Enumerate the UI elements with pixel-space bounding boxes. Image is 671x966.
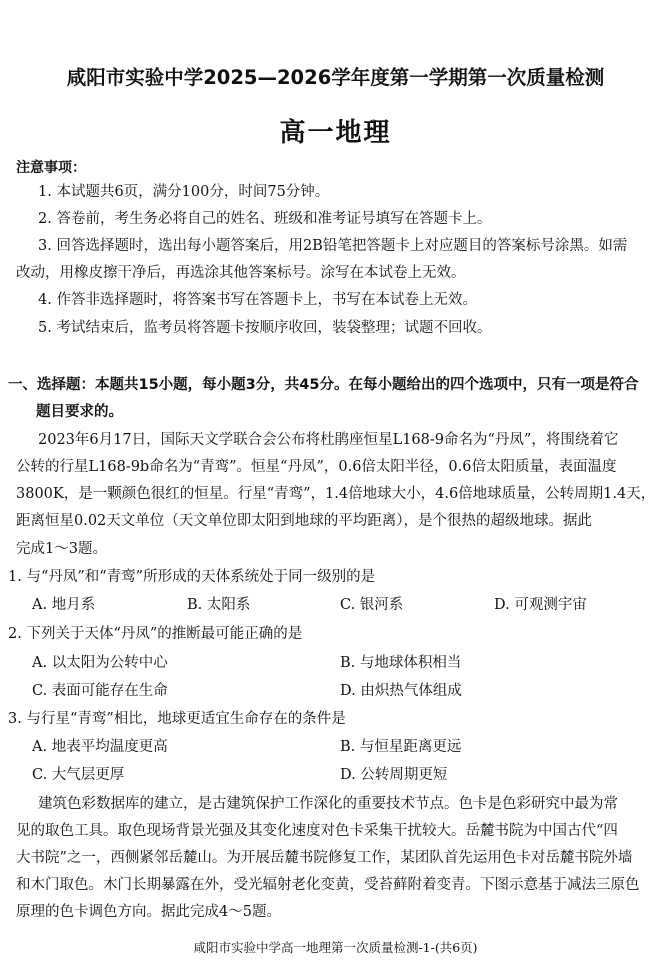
- passage-line: 距离恒星0.02天文单位（天文单位即太阳到地球的平均距离），是个很热的超级地球。据此: [16, 513, 593, 529]
- note-line: 2. 答卷前，考生务必将自己的姓名、班级和准考证号填写在答题卡上。: [38, 211, 492, 227]
- section-heading-cont: 题目要求的。: [36, 404, 123, 420]
- answer-option: D. 公转周期更短: [340, 767, 448, 783]
- note-line: 1. 本试题共6页，满分100分，时间75分钟。: [38, 184, 330, 200]
- exam-title: 咸阳市实验中学2025—2026学年度第一学期第一次质量检测: [66, 66, 605, 89]
- question-stem: 3. 与行星“青鸾”相比，地球更适宜生命存在的条件是: [8, 711, 346, 727]
- answer-option: C. 银河系: [340, 597, 404, 613]
- answer-option: C. 大气层更厚: [32, 767, 125, 783]
- answer-option: D. 由炽热气体组成: [340, 683, 462, 699]
- note-line: 4. 作答非选择题时，将答案书写在答题卡上，书写在本试卷上无效。: [38, 292, 477, 308]
- question-stem: 2. 下列关于天体“丹凤”的推断最可能正确的是: [8, 626, 303, 642]
- answer-option: A. 地月系: [32, 597, 96, 613]
- passage-line: 大书院”之一，西侧紧邻岳麓山。为开展岳麓书院修复工作，某团队首先运用色卡对岳麓书院外墙: [16, 850, 633, 866]
- answer-option: C. 表面可能存在生命: [32, 683, 168, 699]
- answer-option: B. 与恒星距离更远: [340, 739, 462, 755]
- notes-heading: 注意事项：: [16, 160, 86, 176]
- answer-option: D. 可观测宇宙: [494, 597, 587, 613]
- note-line: 改动，用橡皮擦干净后，再选涂其他答案标号。涂写在本试卷上无效。: [16, 265, 466, 281]
- answer-option: A. 地表平均温度更高: [32, 739, 168, 755]
- passage-line: 公转的行星L168-9b命名为“青鸾”。恒星“丹凤”，0.6倍太阳半径，0.6倍太阳质量，表面温度: [16, 459, 617, 475]
- passage-line: 建筑色彩数据库的建立，是古建筑保护工作深化的重要技术节点。色卡是色彩研究中最为常: [38, 796, 618, 812]
- passage-line: 原理的色卡调色方向。据此完成4～5题。: [16, 904, 281, 920]
- note-line: 3. 回答选择题时，选出每小题答案后，用2B铅笔把答题卡上对应题目的答案标号涂黑。如需: [38, 238, 628, 254]
- question-stem: 1. 与“丹凤”和“青鸾”所形成的天体系统处于同一级别的是: [8, 569, 376, 585]
- passage-line: 完成1～3题。: [16, 541, 107, 557]
- answer-option: A. 以太阳为公转中心: [32, 655, 168, 671]
- section-heading: 一、选择题：本题共15小题，每小题3分，共45分。在每小题给出的四个选项中，只有一项是符合: [8, 377, 639, 393]
- subject-title: 高一地理: [279, 118, 392, 148]
- note-line: 5. 考试结束后，监考员将答题卡按顺序收回，装袋整理；试题不回收。: [38, 320, 492, 336]
- answer-option: B. 与地球体积相当: [340, 655, 462, 671]
- passage-line: 见的取色工具。取色现场背景光强及其变化速度对色卡采集干扰较大。岳麓书院为中国古代“四: [16, 823, 618, 839]
- answer-option: B. 太阳系: [187, 597, 251, 613]
- passage-line: 和木门取色。木门长期暴露在外，受光辐射老化变黄，受苔藓附着变青。下图示意基于减法三原色: [16, 877, 640, 893]
- passage-line: 2023年6月17日，国际天文学联合会公布将杜鹃座恒星L168-9命名为“丹凤”，将围绕着它: [38, 432, 619, 448]
- page-footer: 咸阳市实验中学高一地理第一次质量检测-1-(共6页): [193, 940, 478, 955]
- passage-line: 3800K，是一颗颜色很红的恒星。行星“青鸾”，1.4倍地球大小，4.6倍地球质量，公转周期1.4天，: [16, 486, 656, 502]
